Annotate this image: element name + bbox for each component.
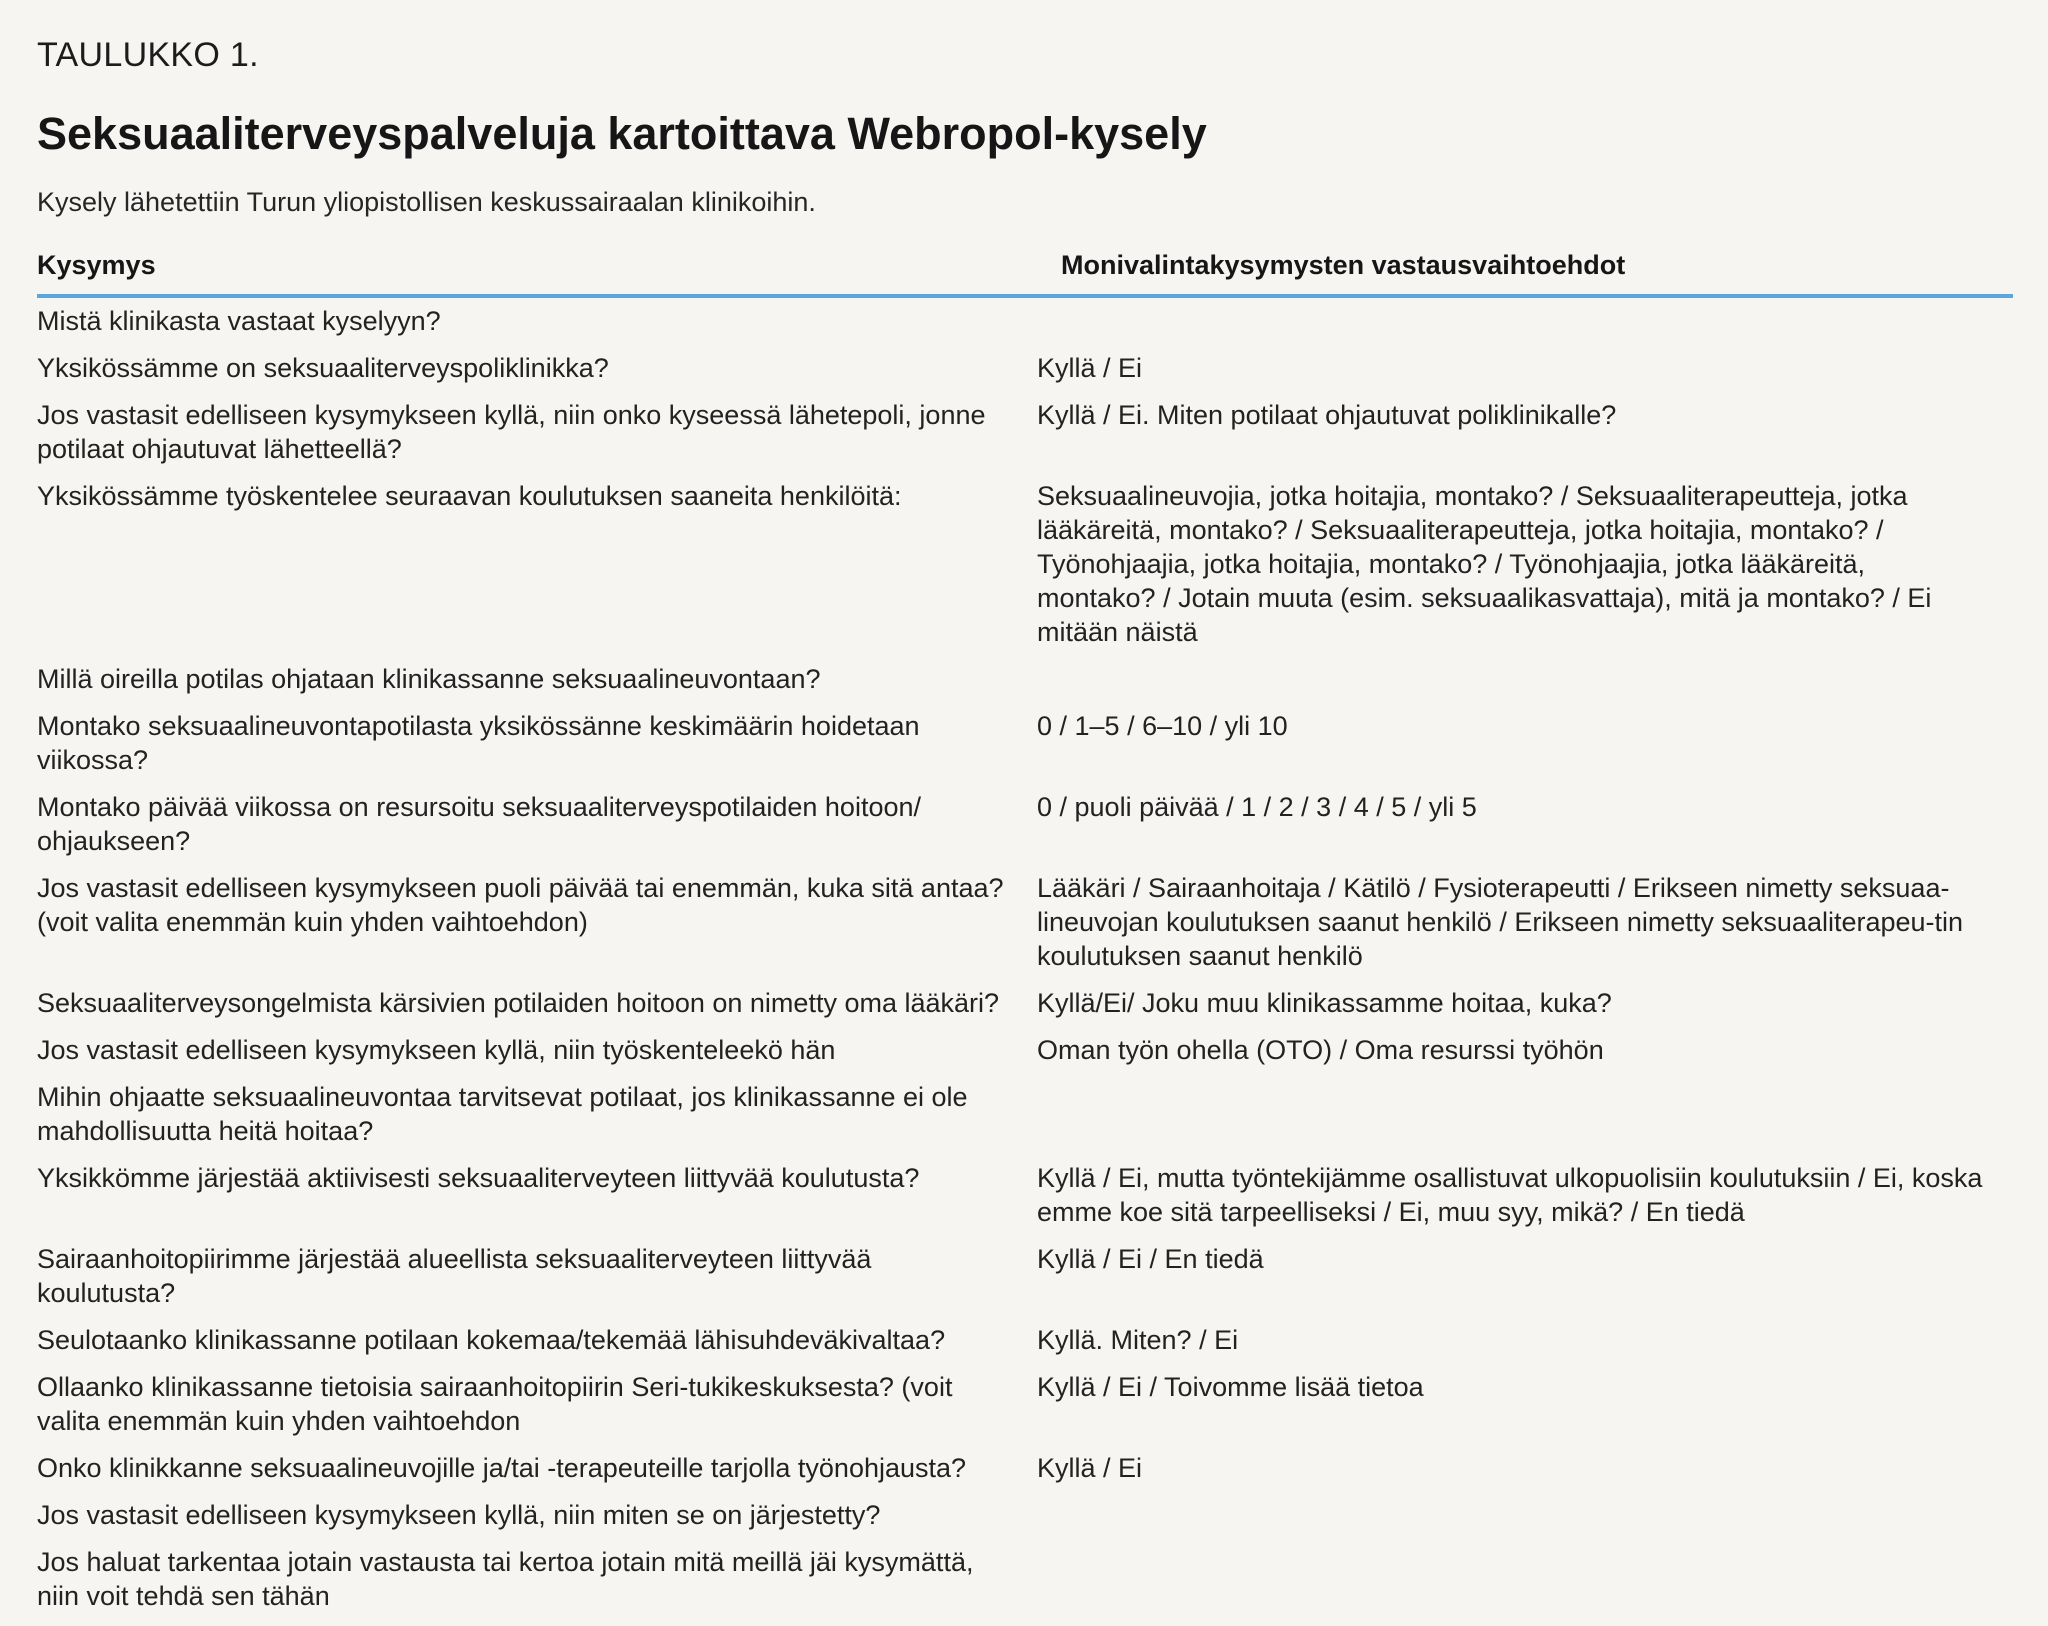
table-label: TAULUKKO 1. [37,36,259,74]
question-cell: Mihin ohjaatte seksuaalineuvontaa tarvitsevat potilaat, jos klinikassanne ei ole mahdollisuutta heitä hoitaa? [37,1082,968,1146]
table-row [37,871,2013,973]
table-row [37,1451,2013,1485]
answer-cell: Seksuaalineuvojia, jotka hoitajia, montako? / Seksuaaliterapeutteja, jotka lääkäreitä, montako? / Seksuaaliterapeutteja, jotka hoitajia, montako? / Työnohjaajia, jotka hoitajia, montako? / Työnohjaajia, jotka lääkäreitä, montako? / Jotain muuta (esim. seksuaalikasvattaja), mitä ja montako? / Ei mitään näistä [1037,481,1932,647]
question-cell: Jos vastasit edelliseen kysymykseen puoli päivää tai enemmän, kuka sitä antaa? (voit valita enemmän kuin yhden vaihtoehdon) [37,873,1004,937]
question-cell: Onko klinikkanne seksuaalineuvojille ja/tai -terapeuteille tarjolla työnohjausta? [37,1453,967,1483]
table-row [37,1323,2013,1357]
table-row [37,1080,2013,1148]
column-header-answer: Monivalintakysymysten vastausvaihtoehdot [1061,250,1626,280]
answer-cell: Kyllä/Ei/ Joku muu klinikassamme hoitaa, kuka? [1037,988,1612,1018]
answer-cell: Kyllä / Ei, mutta työntekijämme osallistuvat ulkopuolisiin koulutuksiin / Ei, koska emme koe sitä tarpeelliseksi / Ei, muu syy, mikä? / En tiedä [1037,1163,1983,1227]
answer-cell: 0 / puoli päivää / 1 / 2 / 3 / 4 / 5 / yli 5 [1037,792,1477,822]
answer-cell [1037,1498,1989,1532]
question-cell: Jos vastasit edelliseen kysymykseen kyllä, niin onko kyseessä lähetepoli, jonne potilaat ohjautuvat lähetteellä? [37,400,986,464]
table-header [37,250,2013,298]
answer-cell: Kyllä / Ei [1037,1453,1143,1483]
table-row [37,1242,2013,1310]
question-cell: Seksuaaliterveysongelmista kärsivien potilaiden hoitoon on nimetty oma lääkäri? [37,988,1000,1018]
table-row [37,1161,2013,1229]
table-row [37,1033,2013,1067]
table-row [37,986,2013,1020]
table-row [37,351,2013,385]
answer-cell: Kyllä. Miten? / Ei [1037,1325,1239,1355]
answer-cell: Kyllä / Ei. Miten potilaat ohjautuvat poliklinikalle? [1037,400,1617,430]
question-cell: Jos vastasit edelliseen kysymykseen kyllä, niin miten se on järjestetty? [37,1500,881,1530]
table-row [37,1498,2013,1532]
answer-cell [1037,304,1989,338]
question-cell: Mistä klinikasta vastaat kyselyyn? [37,306,441,336]
table-row [37,662,2013,696]
question-cell: Yksikössämme työskentelee seuraavan koulutuksen saaneita henkilöitä: [37,481,902,511]
question-cell: Montako päivää viikossa on resursoitu seksuaaliterveyspotilaiden hoitoon/ ohjaukseen? [37,792,921,856]
answer-cell: Kyllä / Ei / En tiedä [1037,1244,1264,1274]
answer-cell: Oman työn ohella (OTO) / Oma resurssi työhön [1037,1035,1604,1065]
table-row [37,398,2013,466]
table-row [37,1545,2013,1613]
answer-cell: Kyllä / Ei [1037,353,1143,383]
answer-cell: Lääkäri / Sairaanhoitaja / Kätilö / Fysioterapeutti / Erikseen nimetty seksuaa-lineuvojan koulutuksen saanut henkilö / Erikseen nimetty seksuaaliterapeu-tin koulutuksen saanut henkilö [1037,873,1964,971]
answer-cell [1037,662,1989,696]
question-cell: Jos haluat tarkentaa jotain vastausta tai kertoa jotain mitä meillä jäi kysymättä, niin voit tehdä sen tähän [37,1547,974,1611]
answer-cell [1037,1080,1989,1148]
page-subtitle: Kysely lähetettiin Turun yliopistollisen keskussairaalan klinikoihin. [37,187,816,217]
question-cell: Yksikössämme on seksuaaliterveyspoliklinikka? [37,353,609,383]
question-cell: Montako seksuaalineuvontapotilasta yksikössänne keskimäärin hoidetaan viikossa? [37,711,920,775]
question-cell: Seulotaanko klinikassanne potilaan kokemaa/tekemää lähisuhdeväkivaltaa? [37,1325,946,1355]
question-cell: Ollaanko klinikassanne tietoisia sairaanhoitopiirin Seri-tukikeskuksesta? (voit valita enemmän kuin yhden vaihtoehdon [37,1372,953,1436]
question-cell: Millä oireilla potilas ohjataan klinikassanne seksuaalineuvontaan? [37,664,821,694]
page-title: Seksuaaliterveyspalveluja kartoittava Webropol-kysely [37,108,1207,159]
table-row [37,790,2013,858]
table-row [37,1370,2013,1438]
question-cell: Sairaanhoitopiirimme järjestää alueellista seksuaaliterveyteen liittyvää koulutusta? [37,1244,872,1308]
table-row [37,479,2013,649]
question-cell: Yksikkömme järjestää aktiivisesti seksuaaliterveyteen liittyvää koulutusta? [37,1163,920,1193]
column-header-question: Kysymys [37,250,156,280]
answer-cell: 0 / 1–5 / 6–10 / yli 10 [1037,711,1288,741]
table-row [37,304,2013,338]
answer-cell [1037,1545,1989,1613]
answer-cell: Kyllä / Ei / Toivomme lisää tietoa [1037,1372,1424,1402]
question-cell: Jos vastasit edelliseen kysymykseen kyllä, niin työskenteleekö hän [37,1035,836,1065]
table-body [37,304,2013,1626]
table-row [37,709,2013,777]
